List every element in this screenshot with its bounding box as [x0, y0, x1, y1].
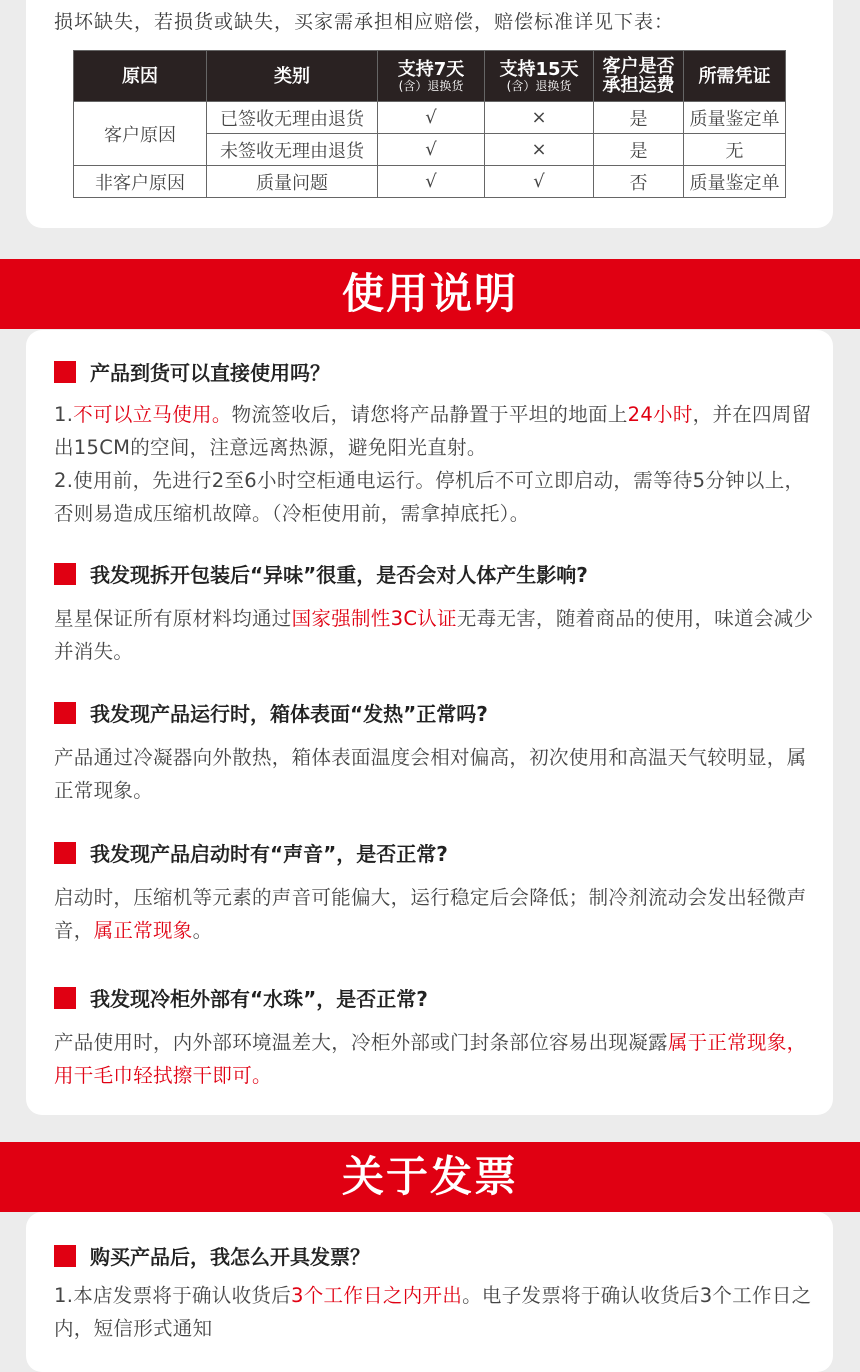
answer-highlight: 国家强制性3C认证 — [291, 607, 457, 630]
d7-cell: √ — [378, 166, 485, 198]
question-title: 我发现冷柜外部有“水珠”，是否正常? — [90, 987, 428, 1011]
answer-highlight: 属于正常现象，用干毛巾轻拭擦干即可。 — [54, 1031, 807, 1087]
reason-cell: 客户原因 — [74, 102, 207, 166]
header-15day — [485, 51, 594, 102]
header-proof: 所需凭证 — [684, 51, 786, 102]
question-title: 我发现拆开包装后“异味”很重，是否会对人体产生影响? — [90, 563, 588, 587]
table-row — [74, 166, 786, 198]
square-bullet-icon — [54, 702, 76, 724]
header-freight-line2: 承担运费 — [602, 75, 675, 96]
answer-text: ，并在四周留出15CM的空间，注意远离热源，避免阳光直射。 — [54, 403, 812, 459]
question-title: 我发现产品运行时，箱体表面“发热”正常吗? — [90, 702, 488, 726]
intro-text: 损坏缺失，若损货或缺失，买家需承担相应赔偿，赔偿标准详见下表： — [54, 11, 675, 33]
answer-text: 1.本店发票将于确认收货后 — [54, 1284, 292, 1307]
answer-text: 。电子发票将于确认收货后3个工作日之内，短信形式通知 — [54, 1284, 812, 1340]
freight-cell: 是 — [594, 134, 684, 166]
answer-text: 启动时，压缩机等元素的声音可能偏大，运行稳定后会降低；制冷剂流动会发出轻微声音， — [54, 886, 807, 942]
faq-question — [54, 698, 488, 726]
table-row — [74, 102, 786, 134]
invoice-banner: 关于发票 — [0, 1142, 860, 1212]
faq-answer — [54, 1026, 814, 1092]
answer-highlight: 24小时 — [627, 403, 693, 426]
faq-question — [54, 559, 588, 587]
category-cell: 未签收无理由退货 — [207, 134, 378, 166]
square-bullet-icon — [54, 1245, 76, 1267]
proof-cell: 质量鉴定单 — [684, 166, 786, 198]
table-header-row — [74, 51, 786, 102]
square-bullet-icon — [54, 361, 76, 383]
answer-highlight: 不可以立马使用。 — [73, 403, 232, 426]
proof-cell: 无 — [684, 134, 786, 166]
answer-text: 产品使用时，内外部环境温差大，冷柜外部或门封条部位容易出现凝露 — [54, 1031, 668, 1054]
d15-cell: × — [485, 134, 594, 166]
d15-cell: × — [485, 102, 594, 134]
square-bullet-icon — [54, 563, 76, 585]
faq-answer — [54, 1279, 814, 1345]
d15-cell: √ — [485, 166, 594, 198]
answer-text: 无毒无害，随着商品的使用，味道会减少并消失。 — [54, 607, 814, 663]
answer-text: 2.使用前，先进行2至6小时空柜通电运行。停机后不可立即启动，需等待5分钟以上，否则易造成压缩机故障。（冷柜使用前，需拿掉底托）。 — [54, 469, 805, 525]
proof-cell: 质量鉴定单 — [684, 102, 786, 134]
answer-highlight: 属正常现象 — [93, 919, 193, 942]
freight-cell: 否 — [594, 166, 684, 198]
header-15day-sub: (含）退换货 — [506, 78, 572, 93]
answer-text: 物流签收后，请您将产品静置于平坦的地面上 — [231, 403, 628, 426]
reason-cell: 非客户原因 — [74, 166, 207, 198]
question-title: 我发现产品启动时有“声音”，是否正常? — [90, 842, 448, 866]
return-policy-table — [73, 50, 786, 198]
faq-question — [54, 838, 448, 866]
answer-highlight: 3个工作日之内开出 — [291, 1284, 463, 1307]
answer-text: 1. — [54, 403, 74, 426]
d7-cell: √ — [378, 134, 485, 166]
square-bullet-icon — [54, 987, 76, 1009]
square-bullet-icon — [54, 842, 76, 864]
header-freight — [594, 51, 684, 102]
faq-answer — [54, 398, 814, 530]
header-7day-main: 支持7天 — [397, 58, 465, 80]
header-7day — [378, 51, 485, 102]
answer-text: 星星保证所有原材料均通过 — [54, 607, 292, 630]
usage-banner: 使用说明 — [0, 259, 860, 329]
faq-answer: 产品通过冷凝器向外散热，箱体表面温度会相对偏高，初次使用和高温天气较明显，属正常现象。 — [54, 746, 807, 802]
header-reason: 原因 — [74, 51, 207, 102]
faq-question — [54, 357, 330, 385]
faq-question — [54, 1241, 370, 1269]
answer-text: 。 — [192, 919, 213, 942]
faq-answer — [54, 602, 814, 668]
freight-cell: 是 — [594, 102, 684, 134]
category-cell: 质量问题 — [207, 166, 378, 198]
question-title: 产品到货可以直接使用吗？ — [90, 361, 330, 385]
category-cell: 已签收无理由退货 — [207, 102, 378, 134]
header-freight-line1: 客户是否 — [602, 56, 675, 77]
question-title: 购买产品后，我怎么开具发票？ — [90, 1245, 370, 1269]
header-15day-main: 支持15天 — [499, 58, 579, 80]
faq-answer — [54, 881, 814, 947]
d7-cell: √ — [378, 102, 485, 134]
faq-question — [54, 983, 428, 1011]
header-category: 类别 — [207, 51, 378, 102]
header-7day-sub: (含）退换货 — [398, 78, 464, 93]
